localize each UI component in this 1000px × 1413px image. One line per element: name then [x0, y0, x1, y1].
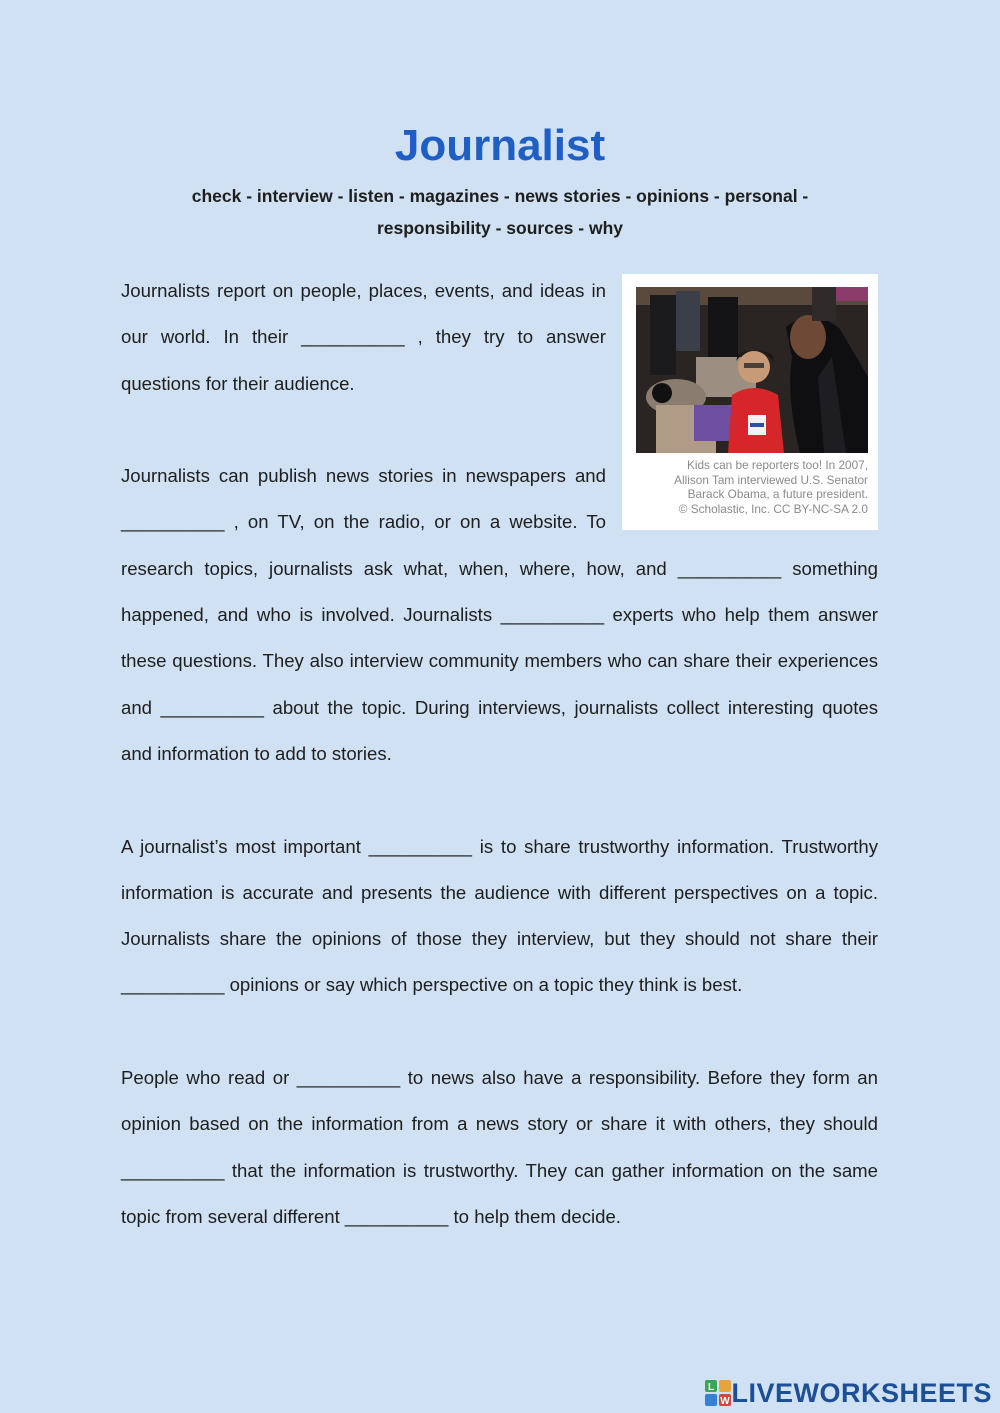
word-bank-line-1: check - interview - listen - magazines - news stories - opinions - personal - — [191, 186, 809, 206]
text-segment: to news also have a responsibility. Before they form an opinion based on the information from a news story or share it with others, they should — [121, 1067, 878, 1135]
answer-blank[interactable]: __________ — [121, 511, 225, 533]
text-segment: , on TV, on the radio, or on a website. To research topics, journalists ask what, when, where, how, and — [121, 511, 667, 579]
word-bank — [150, 180, 850, 244]
answer-blank[interactable]: __________ — [301, 326, 405, 348]
liveworksheets-logo[interactable] — [705, 1379, 992, 1407]
photo-caption — [632, 458, 868, 516]
paragraph-4 — [121, 1055, 878, 1240]
caption-line: © Scholastic, Inc. CC BY-NC-SA 2.0 — [678, 501, 868, 516]
interview-photo — [636, 287, 868, 453]
word-bank-line-2: responsibility - sources - why — [376, 218, 624, 238]
logo-square — [705, 1394, 717, 1406]
article-body — [121, 268, 878, 1287]
logo-icon-letter: W — [720, 1396, 731, 1406]
text-segment: experts who help them answer these questions. They also interview community members who can share their experiences and — [121, 604, 878, 718]
answer-blank[interactable]: __________ — [121, 1159, 225, 1181]
answer-blank[interactable]: __________ — [677, 557, 782, 579]
caption-line: Kids can be reporters too! In 2007, — [687, 458, 868, 472]
page-title: Journalist — [394, 121, 606, 170]
text-segment: opinions or say which perspective on a topic they think is best. — [229, 974, 743, 996]
logo-icon-letter: L — [708, 1382, 715, 1393]
text-segment: that the information is trustworthy. They can gather information on the same topic from several different — [121, 1159, 879, 1227]
answer-blank[interactable]: __________ — [344, 1205, 449, 1227]
caption-line: Barack Obama, a future president. — [687, 487, 868, 501]
text-segment: People who read or — [121, 1067, 290, 1089]
answer-blank[interactable]: __________ — [296, 1067, 401, 1089]
text-segment: A journalist’s most important — [121, 835, 361, 857]
text-segment: is to share trustworthy information. Trustworthy information is accurate and presents the audience with different perspectives on a topic. Journalists share the opinions of those they interview, but they should not share their — [121, 835, 878, 950]
paragraph-3 — [121, 824, 878, 1009]
interview-photo-illustration — [636, 287, 868, 453]
text-segment: about the topic. During interviews, journalists collect interesting quotes and information to add to stories. — [121, 696, 878, 764]
text-segment: to help them decide. — [453, 1205, 621, 1227]
caption-line: Allison Tam interviewed U.S. Senator — [674, 472, 868, 487]
text-segment: , they try to answer questions for their audience. — [121, 326, 606, 394]
text-segment: Journalists can publish news stories in newspapers and — [121, 465, 606, 487]
answer-blank[interactable]: __________ — [500, 604, 605, 626]
answer-blank[interactable]: __________ — [368, 835, 473, 857]
answer-blank[interactable]: __________ — [121, 974, 225, 996]
answer-blank[interactable]: __________ — [160, 696, 264, 718]
liveworksheets-logo-icon — [705, 1380, 731, 1406]
logo-square — [719, 1380, 731, 1392]
logo-text: LIVEWORKSHEETS — [731, 1378, 992, 1408]
text-segment: Journalists report on people, places, events, and ideas in our world. In their — [121, 280, 606, 348]
text-segment: something happened, and who is involved. Journalists — [121, 557, 878, 626]
photo-figure — [622, 274, 878, 530]
